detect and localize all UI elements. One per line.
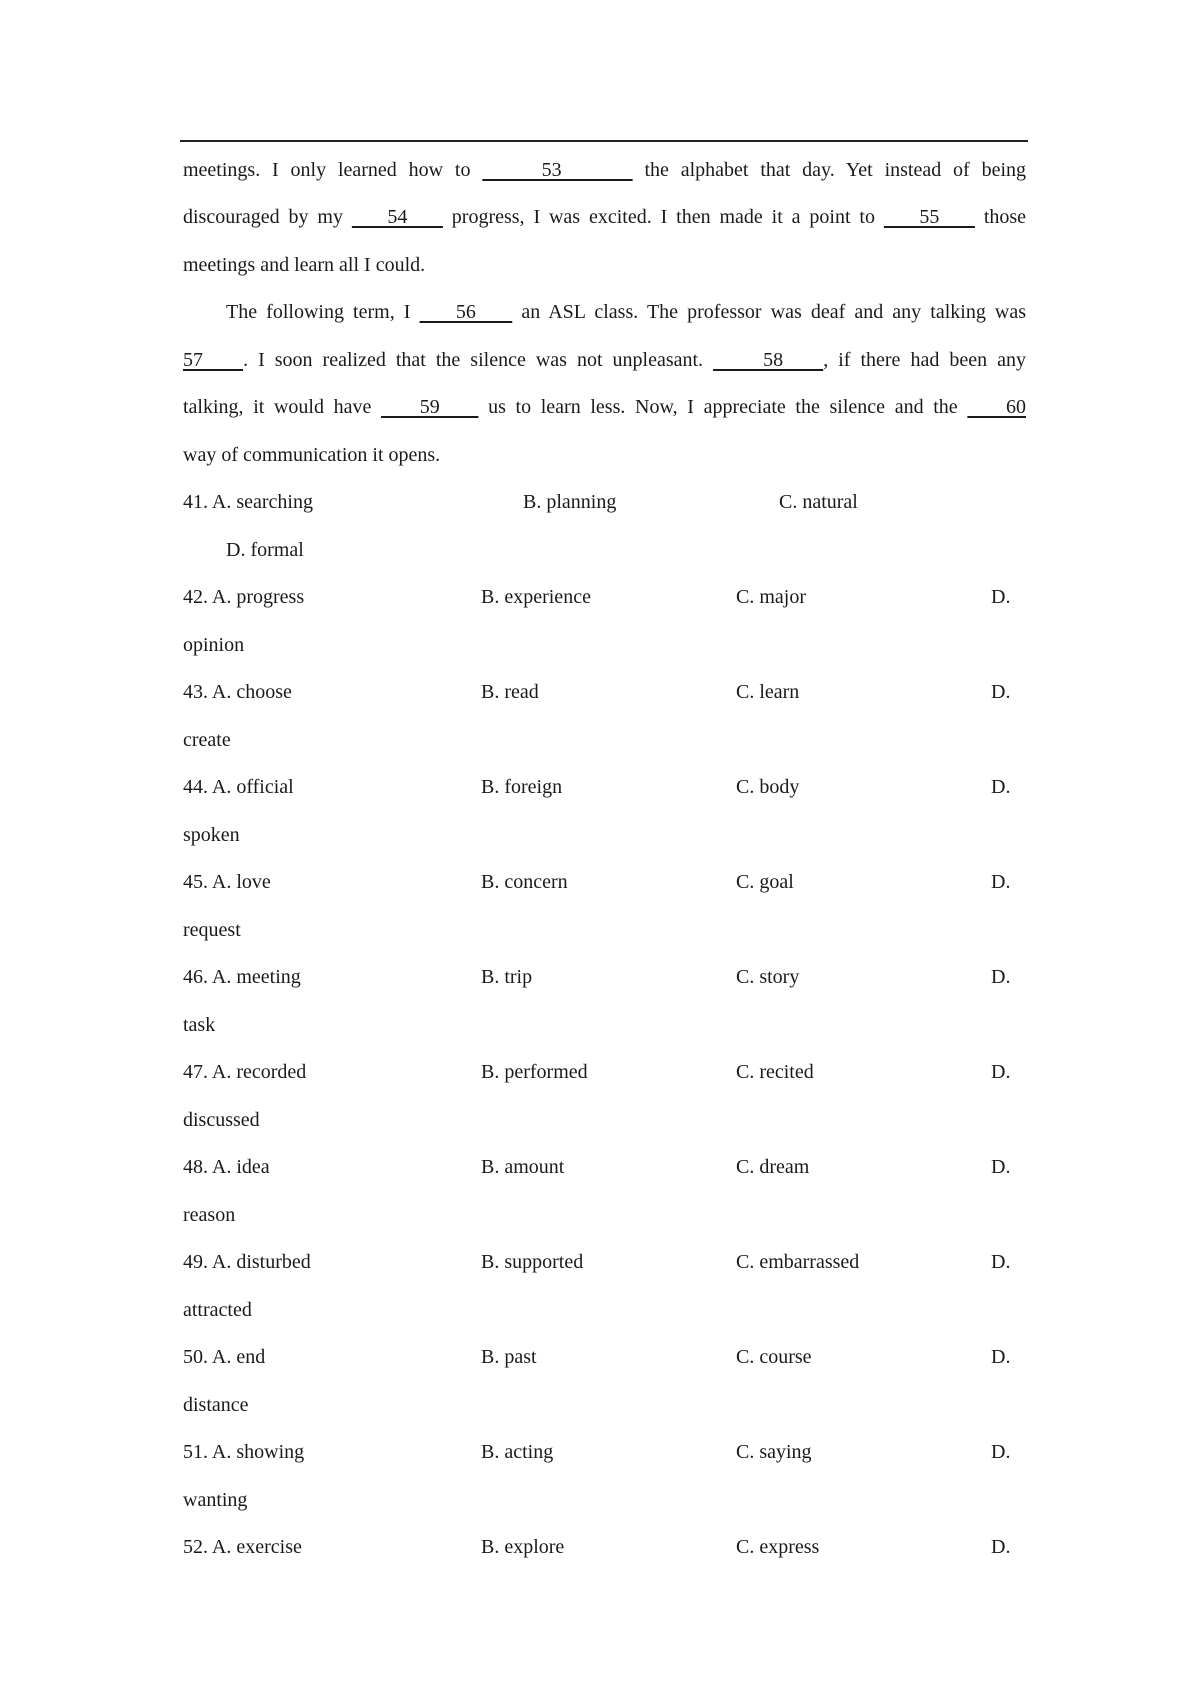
passage-line [183, 346, 1026, 374]
passage-text: discouraged by my [183, 206, 343, 228]
option-c: C. major [736, 586, 806, 608]
option-d-word: opinion [183, 634, 245, 656]
option-d-word: reason [183, 1204, 236, 1226]
passage-line [226, 298, 1026, 326]
passage-line [183, 203, 1026, 231]
option-c: C. learn [736, 681, 800, 703]
passage-line [183, 251, 1026, 279]
option-b: B. experience [481, 586, 591, 608]
option-b: B. foreign [481, 776, 563, 798]
option-d-word: create [183, 729, 231, 751]
option-b: B. past [481, 1346, 537, 1368]
blank-56: 56 [419, 301, 513, 323]
blank-57: 57 [183, 349, 244, 371]
option-d: D. [991, 1441, 1011, 1463]
option-c: C. natural [779, 491, 858, 513]
option-c: C. course [736, 1346, 812, 1368]
option-d: D. [991, 966, 1011, 988]
option-a: 44. A. official [183, 776, 294, 798]
option-a: 51. A. showing [183, 1441, 305, 1463]
option-a: 46. A. meeting [183, 966, 301, 988]
option-a: 49. A. disturbed [183, 1251, 311, 1273]
passage-text: meetings. I only learned how to [183, 159, 471, 181]
blank-60: 60 [967, 396, 1027, 418]
option-c: C. recited [736, 1061, 814, 1083]
passage-text: . I soon realized that the silence was not unpleasant. [243, 349, 704, 371]
option-c: C. express [736, 1536, 820, 1558]
option-d-word: distance [183, 1394, 249, 1416]
option-b: B. supported [481, 1251, 584, 1273]
blank-54: 54 [351, 206, 443, 228]
option-b: B. amount [481, 1156, 565, 1178]
option-d: D. [991, 681, 1011, 703]
passage-text: talking, it would have [183, 396, 372, 418]
option-d-word: wanting [183, 1489, 248, 1511]
passage-text: those [983, 206, 1027, 228]
blank-58: 58 [713, 349, 824, 371]
option-b: B. performed [481, 1061, 588, 1083]
option-a: 42. A. progress [183, 586, 305, 608]
passage-line [183, 441, 1026, 469]
option-d-word: attracted [183, 1299, 252, 1321]
option-b: B. concern [481, 871, 568, 893]
option-a: 45. A. love [183, 871, 271, 893]
passage-text: way of communication it opens. [183, 444, 441, 466]
blank-59: 59 [381, 396, 479, 418]
option-d: D. [991, 776, 1011, 798]
option-d: D. [991, 1156, 1011, 1178]
option-d-word: spoken [183, 824, 240, 846]
passage-text: , if there had been any [823, 349, 1026, 371]
passage-line [183, 393, 1026, 421]
option-b: B. acting [481, 1441, 554, 1463]
passage-text: The following term, I [226, 301, 411, 323]
option-b: B. planning [523, 491, 617, 513]
option-a: 48. A. idea [183, 1156, 270, 1178]
option-a: 41. A. searching [183, 491, 313, 513]
passage-text: an ASL class. The professor was deaf and any talking was [521, 301, 1027, 323]
option-d-word: task [183, 1014, 216, 1036]
blank-53: 53 [482, 159, 633, 181]
option-b: B. explore [481, 1536, 565, 1558]
option-a: 47. A. recorded [183, 1061, 307, 1083]
option-b: B. trip [481, 966, 533, 988]
option-a: 52. A. exercise [183, 1536, 302, 1558]
option-d: D. [991, 1536, 1011, 1558]
option-d: D. [991, 1346, 1011, 1368]
passage-text: the alphabet that day. Yet instead of being [644, 159, 1026, 181]
passage-text: progress, I was excited. I then made it a point to [451, 206, 875, 228]
blank-55: 55 [883, 206, 975, 228]
option-b: B. read [481, 681, 539, 703]
passage-text: us to learn less. Now, I appreciate the silence and the [488, 396, 958, 418]
option-d: D. [991, 586, 1011, 608]
option-d: D. [991, 1251, 1011, 1273]
option-d: D. [991, 871, 1011, 893]
option-c: C. embarrassed [736, 1251, 860, 1273]
option-c: C. dream [736, 1156, 810, 1178]
option-d: D. formal [226, 539, 304, 561]
header-rule [180, 140, 1028, 142]
option-d-word: discussed [183, 1109, 260, 1131]
option-c: C. body [736, 776, 800, 798]
passage-line [183, 156, 1026, 184]
option-c: C. story [736, 966, 800, 988]
option-d-word: request [183, 919, 241, 941]
option-d: D. [991, 1061, 1011, 1083]
option-a: 50. A. end [183, 1346, 266, 1368]
option-a: 43. A. choose [183, 681, 292, 703]
option-c: C. goal [736, 871, 794, 893]
passage-text: meetings and learn all I could. [183, 254, 426, 276]
option-c: C. saying [736, 1441, 812, 1463]
